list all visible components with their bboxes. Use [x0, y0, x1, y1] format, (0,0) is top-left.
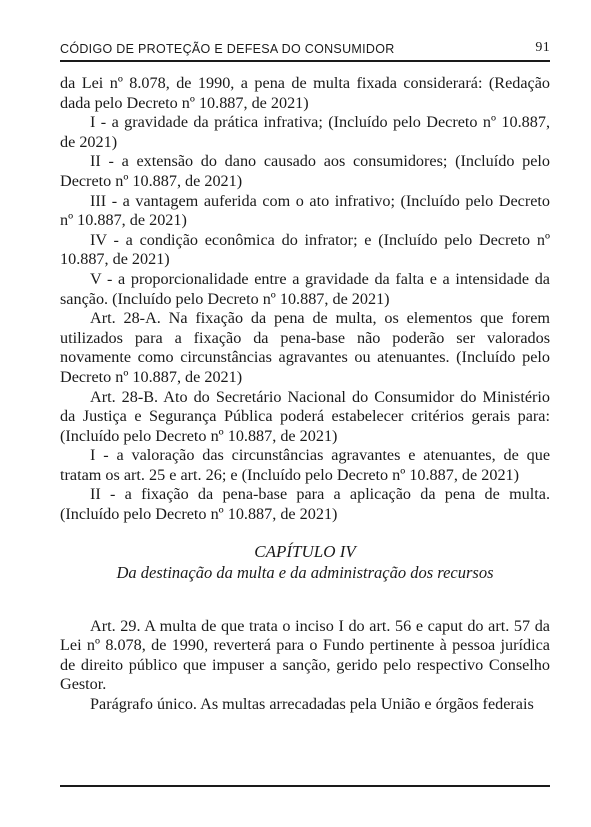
paragraph: da Lei nº 8.078, de 1990, a pena de multa fixada considerará: (Redação dada pelo Decreto nº 10.887, de 2021) [60, 74, 550, 112]
footer-rule [60, 785, 550, 787]
chapter-title: CAPÍTULO IV [254, 541, 356, 561]
body-text [60, 74, 550, 525]
document-page [60, 40, 550, 715]
paragraph: Art. 28-A. Na fixação da pena de multa, os elementos que forem utilizados para a fixação da pena-base não poderão ser valorados novamente como circunstâncias agravantes ou atenuantes. (Incluído pelo Decreto nº 10.887, de 2021) [60, 309, 550, 386]
header-title: CÓDIGO DE PROTEÇÃO E DEFESA DO CONSUMIDOR [60, 42, 395, 56]
running-header [60, 40, 550, 62]
paragraph: II - a fixação da pena-base para a aplicação da pena de multa. (Incluído pelo Decreto nº 10.887, de 2021) [60, 485, 550, 524]
paragraph: Art. 29. A multa de que trata o inciso I do art. 56 e caput do art. 57 da Lei nº 8.078, de 1990, reverterá para o Fundo pertinente à pessoa jurídica de direito público que impuser a sanção, gerido pelo respectivo Conselho Gestor. [60, 616, 550, 694]
paragraph: II - a extensão do dano causado aos consumidores; (Incluído pelo Decreto nº 10.887, de 2021) [60, 152, 550, 190]
body-text-2 [60, 617, 550, 715]
paragraph: V - a proporcionalidade entre a gravidade da falta e a intensidade da sanção. (Incluído pelo Decreto nº 10.887, de 2021) [60, 269, 550, 308]
paragraph: Art. 28-B. Ato do Secretário Nacional do Consumidor do Ministério da Justiça e Segurança Pública poderá estabelecer critérios gerais para: (Incluído pelo Decreto nº 10.887, de 2021) [60, 387, 550, 445]
paragraph: III - a vantagem auferida com o ato infrativo; (Incluído pelo Decreto nº 10.887, de 2021) [60, 191, 550, 230]
paragraph: IV - a condição econômica do infrator; e (Incluído pelo Decreto nº 10.887, de 2021) [60, 230, 550, 269]
page-number: 91 [535, 40, 550, 55]
paragraph: I - a valoração das circunstâncias agravantes e atenuantes, de que tratam os art. 25 e art. 26; e (Incluído pelo Decreto nº 10.887, de 2021) [60, 446, 550, 484]
chapter-subtitle: Da destinação da multa e da administração dos recursos [116, 562, 494, 582]
paragraph: Parágrafo único. As multas arrecadadas pela União e órgãos federais [90, 695, 534, 714]
paragraph: I - a gravidade da prática infrativa; (Incluído pelo Decreto nº 10.887, de 2021) [60, 113, 550, 151]
